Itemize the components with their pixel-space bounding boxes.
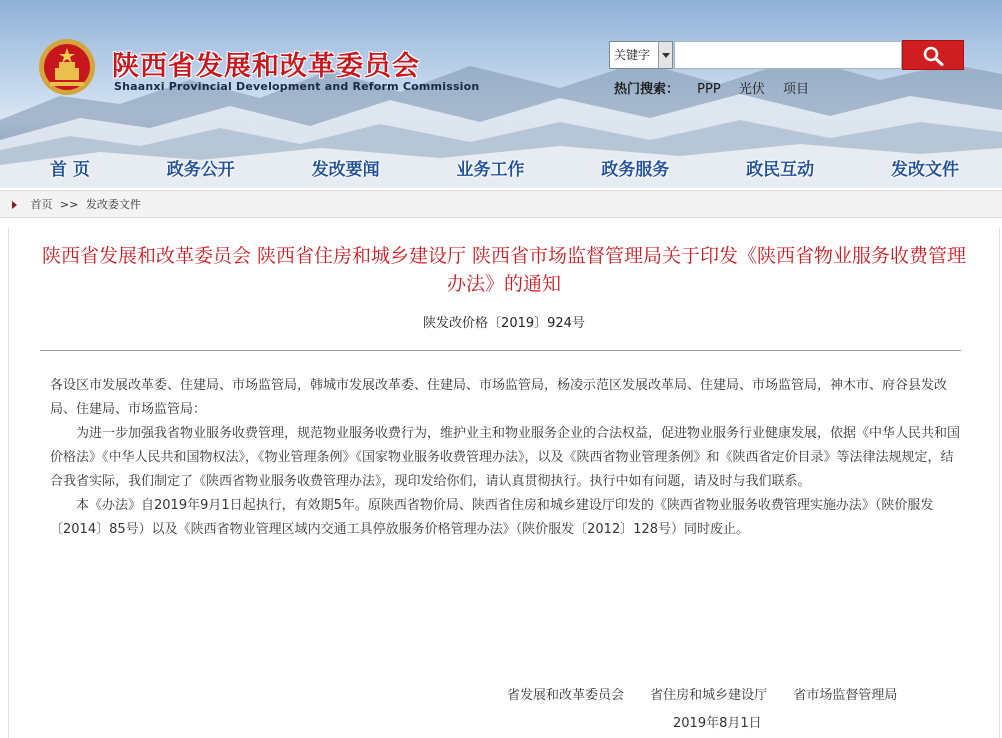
national-emblem-logo — [38, 38, 96, 96]
search-input[interactable] — [674, 41, 902, 69]
search-button[interactable] — [902, 40, 964, 70]
signatory-market-bureau: 省市场监督管理局 — [793, 688, 898, 703]
search-icon — [923, 46, 945, 66]
signatory-drc: 省发展和改革委员会 — [507, 688, 625, 703]
article-title: 陕西省发展和改革委员会 陕西省住房和城乡建设厅 陕西省市场监督管理局关于印发《陕西省物业服务收费管理办法》的通知 — [41, 245, 967, 295]
site-subtitle: Shaanxi Provincial Development and Reform Commission — [114, 80, 480, 93]
document-number: 陕发改价格〔2019〕924号 — [423, 316, 585, 331]
chevron-down-icon[interactable] — [658, 42, 672, 68]
signature-date: 2019年8月1日 — [673, 716, 762, 731]
nav-item-public-interaction[interactable]: 政民互动 — [746, 160, 815, 180]
main-nav — [0, 152, 1002, 188]
hot-search-bar — [614, 78, 823, 97]
hot-search-link-photovoltaic[interactable]: 光伏 — [738, 82, 765, 97]
signatory-housing-dept: 省住房和城乡建设厅 — [650, 688, 768, 703]
search-type-label: 关键字 — [614, 48, 651, 62]
breadcrumb-marker-icon — [12, 201, 17, 209]
nav-item-news[interactable]: 发改要闻 — [311, 160, 380, 180]
breadcrumb-separator: >> — [60, 198, 79, 211]
signatories — [507, 684, 927, 703]
nav-item-government-affairs[interactable]: 政务公开 — [166, 160, 235, 180]
article-salutation: 各设区市发展改革委、住建局、市场监管局，韩城市发展改革委、住建局、市场监管局，杨凌示范区发展改革局、住建局、市场监管局，神木市、府谷县发改局、住建局、市场监管局： — [50, 378, 948, 417]
breadcrumb-home-link[interactable]: 首页 — [30, 198, 53, 211]
nav-item-business-work[interactable]: 业务工作 — [456, 160, 525, 180]
breadcrumb — [0, 190, 1002, 218]
article-paragraph: 本《办法》自2019年9月1日起执行，有效期5年。原陕西省物价局、陕西省住房和城乡建设厅印发的《陕西省物业服务收费管理实施办法》（陕价服发〔2014〕85号）以及《陕西省物业管理区域内交通工具停放服务价格管理办法》（陕价服发〔2012〕128号）同时废止。 — [50, 498, 934, 537]
hot-search-link-project[interactable]: 项目 — [782, 82, 809, 97]
site-title: 陕西省发展和改革委员会 — [112, 51, 420, 82]
search-type-select[interactable] — [609, 41, 673, 69]
article-paragraph: 为进一步加强我省物业服务收费管理，规范物业服务收费行为，维护业主和物业服务企业的合法权益，促进物业服务行业健康发展，依据《中华人民共和国价格法》《中华人民共和国物权法》，《物业管理条例》《国家物业服务收费管理办法》，以及《陕西省物业管理条例》和《陕西省定价目录》等法律法规规定，结合我省实际，我们制定了《陕西省物业服务收费管理办法》，现印发给你们，请认真贯彻执行。执行中如有问题，请及时与我们联系。 — [50, 426, 961, 489]
breadcrumb-current-link[interactable]: 发改委文件 — [85, 198, 141, 211]
hot-search-label: 热门搜索： — [614, 82, 680, 97]
nav-item-documents[interactable]: 发改文件 — [890, 160, 959, 180]
article-container — [8, 228, 1000, 738]
article-body — [50, 374, 960, 542]
nav-item-home[interactable]: 首 页 — [50, 160, 90, 180]
title-divider — [40, 350, 961, 351]
nav-item-government-services[interactable]: 政务服务 — [601, 160, 670, 180]
hot-search-link-ppp[interactable]: PPP — [697, 82, 721, 97]
site-header — [0, 0, 1002, 188]
